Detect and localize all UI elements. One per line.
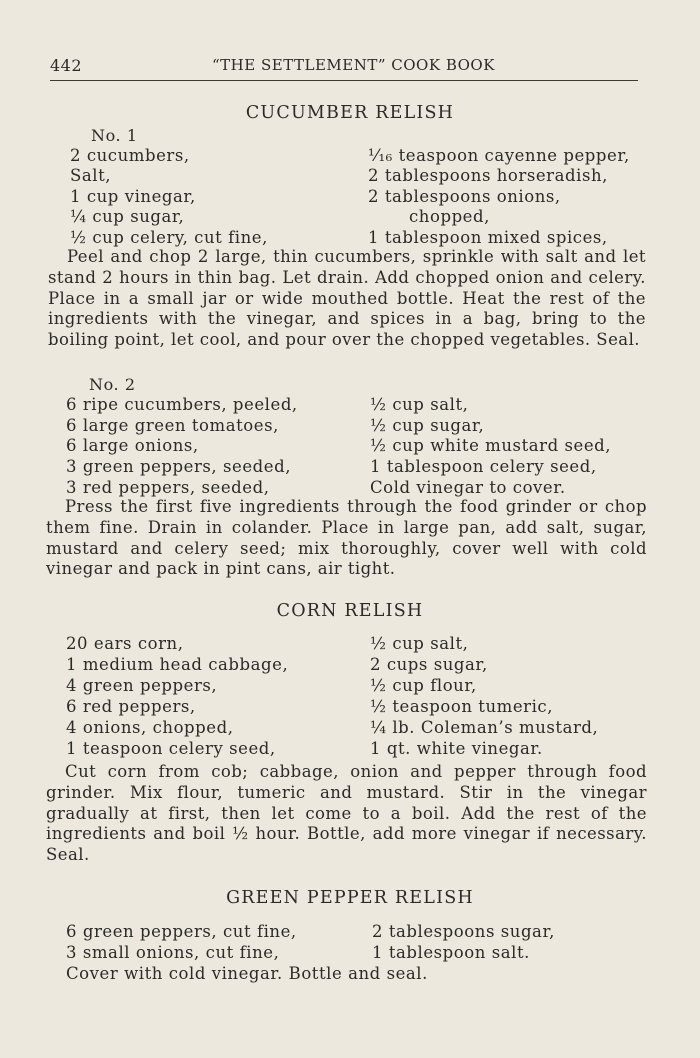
ingredient-right: ½ cup salt, (370, 395, 469, 414)
ingredient-right: 2 tablespoons sugar, (372, 922, 555, 941)
ingredient-left: 20 ears corn, (66, 634, 184, 653)
variant-label-no1: No. 1 (91, 126, 138, 145)
recipe-directions: Press the first five ingredients through the food grinder or chop them fine. Drain in colander. Place in large pan, add salt, sugar, mustard and celery seed; mix thoroughly, cover well with cold vinegar and pack in pint cans, air tight. (46, 497, 647, 579)
ingredient-left: 4 green peppers, (66, 676, 218, 695)
ingredient-right: ½ cup flour, (370, 676, 477, 695)
ingredient-right: chopped, (409, 207, 490, 226)
ingredient-right: ½ cup sugar, (370, 416, 485, 435)
ingredient-right: 2 cups sugar, (370, 655, 488, 674)
ingredient-right: 1 tablespoon mixed spices, (368, 228, 608, 247)
recipe-title-cucumber-relish: CUCUMBER RELISH (245, 103, 455, 123)
ingredient-right: ¼ lb. Coleman’s mustard, (370, 718, 599, 737)
ingredient-left: 3 small onions, cut fine, (66, 943, 280, 962)
page-number: 442 (50, 56, 83, 75)
recipe-directions: Peel and chop 2 large, thin cucumbers, sprinkle with salt and let stand 2 hours in thin bag. Let drain. Add chopped onion and celery. Place in a small jar or wide mouthed bottle. Heat the rest of the ingredients with the vinegar, and spices in a bag, bring to the boiling point, let cool, and pour over the chopped vegetables. Seal. (48, 247, 646, 350)
ingredient-left: 2 cucumbers, (70, 146, 190, 165)
ingredient-right: ½ teaspoon tumeric, (370, 697, 554, 716)
ingredient-left: 6 large green tomatoes, (66, 416, 279, 435)
ingredient-left: 1 medium head cabbage, (66, 655, 289, 674)
ingredient-left: 3 green peppers, seeded, (66, 457, 291, 476)
ingredient-left: 1 teaspoon celery seed, (66, 739, 276, 758)
ingredient-left: 4 onions, chopped, (66, 718, 234, 737)
ingredient-right: ½ cup white mustard seed, (370, 436, 612, 455)
ingredient-left: ¼ cup sugar, (70, 207, 185, 226)
ingredient-right: 2 tablespoons horseradish, (368, 166, 608, 185)
running-header (50, 54, 640, 78)
recipe-title-green-pepper-relish: GREEN PEPPER RELISH (226, 888, 474, 908)
recipe-directions: Cut corn from cob; cabbage, onion and pepper through food grinder. Mix flour, tumeric and mustard. Stir in the vinegar gradually at first, then let come to a boil. Add the rest of the ingredients and boil ½ hour. Bottle, add more vinegar if necessary. Seal. (46, 762, 647, 865)
ingredient-left: 1 cup vinegar, (70, 187, 196, 206)
ingredient-left: 6 red peppers, (66, 697, 196, 716)
ingredient-left: 6 large onions, (66, 436, 199, 455)
variant-label-no2: No. 2 (89, 375, 136, 394)
ingredient-right: ¹⁄₁₆ teaspoon cayenne pepper, (368, 146, 630, 165)
ingredient-left: 6 ripe cucumbers, peeled, (66, 395, 298, 414)
ingredient-left: 6 green peppers, cut fine, (66, 922, 297, 941)
ingredient-left: 3 red peppers, seeded, (66, 478, 270, 497)
ingredient-left: Salt, (70, 166, 112, 185)
recipe-directions: Cover with cold vinegar. Bottle and seal. (66, 964, 428, 983)
ingredient-right: Cold vinegar to cover. (370, 478, 566, 497)
ingredient-right: ½ cup salt, (370, 634, 469, 653)
ingredient-right: 1 tablespoon celery seed, (370, 457, 597, 476)
ingredient-right: 2 tablespoons onions, (368, 187, 561, 206)
header-rule (50, 80, 638, 81)
ingredient-right: 1 qt. white vinegar. (370, 739, 543, 758)
ingredient-left: ½ cup celery, cut fine, (70, 228, 268, 247)
ingredient-right: 1 tablespoon salt. (372, 943, 530, 962)
recipe-title-corn-relish: CORN RELISH (276, 601, 424, 621)
book-title: “THE SETTLEMENT” COOK BOOK (212, 56, 495, 74)
